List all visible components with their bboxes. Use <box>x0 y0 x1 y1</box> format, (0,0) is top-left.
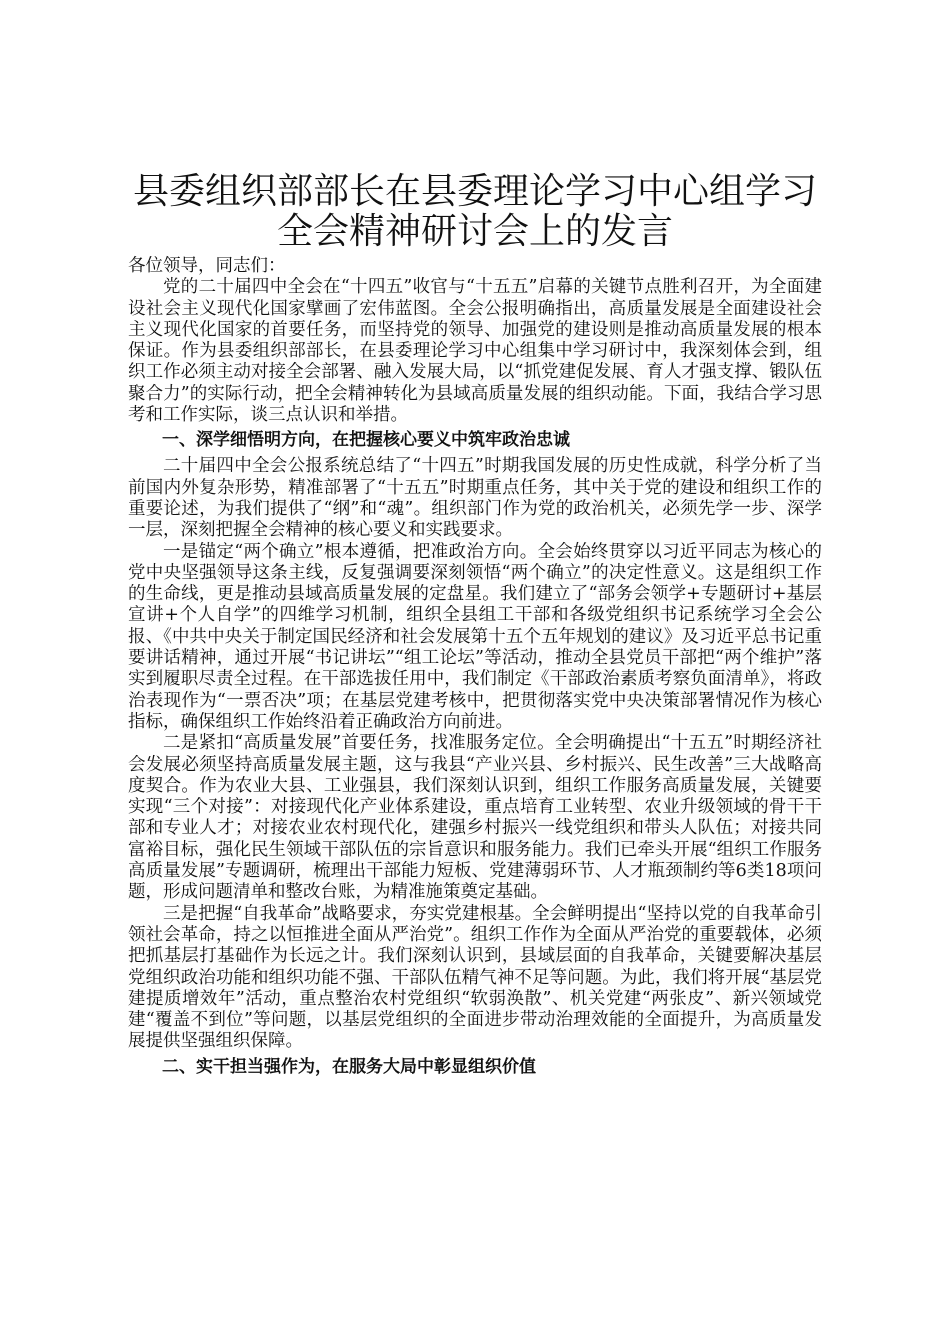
body-paragraph: 三是把握“自我革命”战略要求，夯实党建根基。全会鲜明提出“坚持以党的自我革命引领社会革命，持之以恒推进全面从严治党”。组织工作作为全面从严治党的重要载体，必须把抓基层打基础作为长远之计。我们深刻认识到，县域层面的自我革命，关键要解决基层党组织政治功能和组织功能不强、干部队伍精气神不足等问题。为此，我们将开展“基层党建提质增效年”活动，重点整治农村党组织“软弱涣散”、机关党建“两张皮”、新兴领域党建“覆盖不到位”等问题，以基层党组织的全面进步带动治理效能的全面提升，为高质量发展提供坚强组织保障。 <box>128 903 822 1052</box>
body-paragraph: 二十届四中全会公报系统总结了“十四五”时期我国发展的历史性成就，科学分析了当前国内外复杂形势，精准部署了“十五五”时期重点任务，其中关于党的建设和组织工作的重要论述，为我们提供了“纲”和“魂”。组织部门作为党的政治机关，必须先学一步、深学一层，深刻把握全会精神的核心要义和实践要求。 <box>128 456 822 541</box>
document-content <box>128 172 822 1083</box>
body-paragraph: 二是紧扣“高质量发展”首要任务，找准服务定位。全会明确提出“十五五”时期经济社会发展必须坚持高质量发展主题，这与我县“产业兴县、乡村振兴、民生改善”三大战略高度契合。作为农业大县、工业强县，我们深刻认识到，组织工作服务高质量发展，关键要实现“三个对接”：对接现代化产业体系建设，重点培育工业转型、农业升级领域的骨干干部和专业人才；对接农业农村现代化，建强乡村振兴一线党组织和带头人队伍；对接共同富裕目标，强化民生领域干部队伍的宗旨意识和服务能力。我们已牵头开展“组织工作服务高质量发展”专题调研，梳理出干部能力短板、党建薄弱环节、人才瓶颈制约等6类18项问题，形成问题清单和整改台账，为精准施策奠定基础。 <box>128 733 822 903</box>
section-heading-1: 一、深学细悟明方向，在把握核心要义中筑牢政治忠诚 <box>162 430 570 451</box>
intro-paragraph: 党的二十届四中全会在“十四五”收官与“十五五”启幕的关键节点胜利召开，为全面建设社会主义现代化国家擘画了宏伟蓝图。全会公报明确指出，高质量发展是全面建设社会主义现代化国家的首要任务，而坚持党的领导、加强党的建设则是推动高质量发展的根本保证。作为县委组织部部长，在县委理论学习中心组集中学习研讨中，我深刻体会到，组织工作必须主动对接全会部署、融入发展大局，以“抓党建促发展、育人才强支撑、锻队伍聚合力”的实际行动，把全会精神转化为县域高质量发展的组织动能。下面，我结合学习思考和工作实际，谈三点认识和举措。 <box>128 277 822 426</box>
body-paragraph: 一是锚定“两个确立”根本遵循，把准政治方向。全会始终贯穿以习近平同志为核心的党中央坚强领导这条主线，反复强调要深刻领悟“两个确立”的决定性意义。这是组织工作的生命线，更是推动县域高质量发展的定盘星。我们建立了“部务会领学+专题研讨+基层宣讲+个人自学”的四维学习机制，组织全县组工干部和各级党组织书记系统学习全会公报、《中共中央关于制定国民经济和社会发展第十五个五年规划的建议》及习近平总书记重要讲话精神，通过开展“书记讲坛”“组工论坛”等活动，推动全县党员干部把“两个维护”落实到履职尽责全过程。在干部选拔任用中，我们制定《干部政治素质考察负面清单》，将政治表现作为“一票否决”项；在基层党建考核中，把贯彻落实党中央决策部署情况作为核心指标，确保组织工作始终沿着正确政治方向前进。 <box>128 541 822 732</box>
section-heading-2: 二、实干担当强作为，在服务大局中彰显组织价值 <box>162 1056 536 1077</box>
salutation: 各位领导，同志们： <box>128 256 286 276</box>
document-title: 县委组织部部长在县委理论学习中心组学习全会精神研讨会上的发言 <box>132 171 817 252</box>
